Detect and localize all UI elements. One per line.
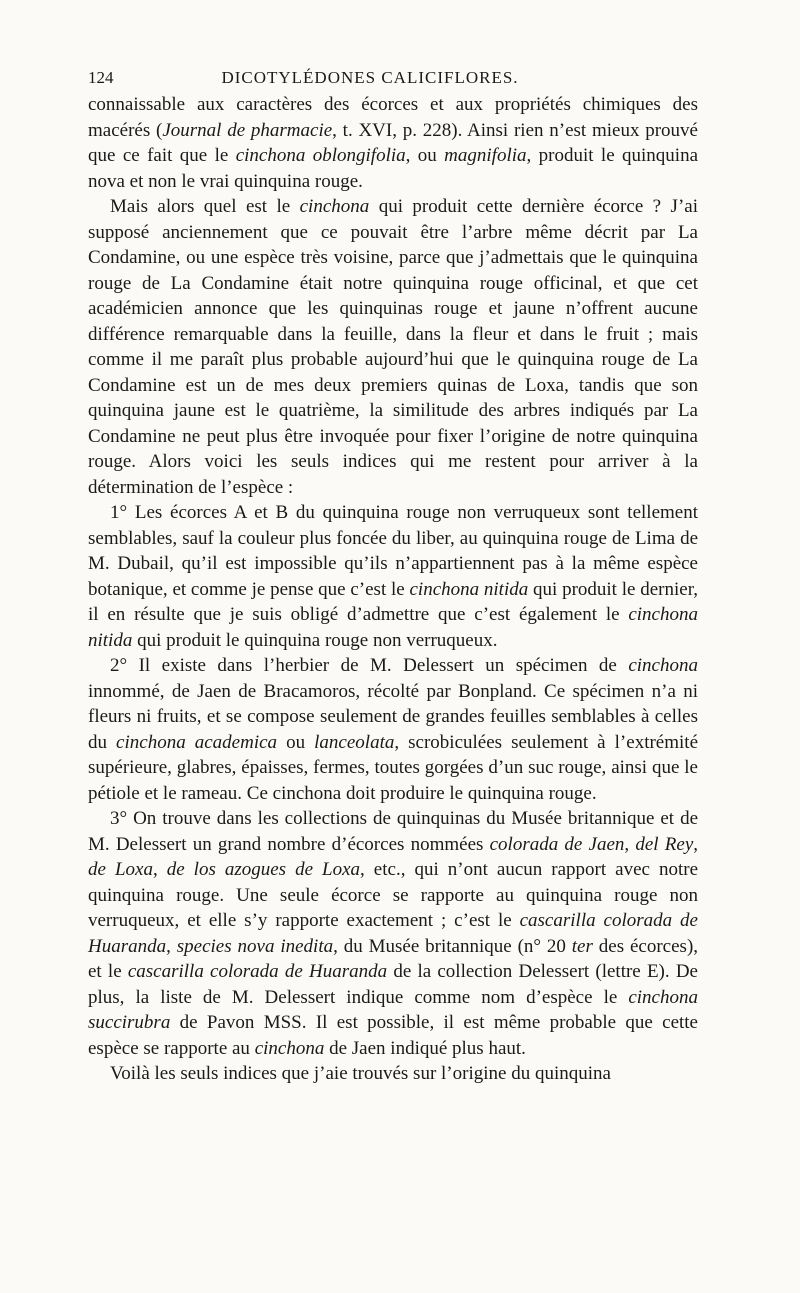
text-run: , scrobiculées seulement à l’extrémité supérieure, glabres, épaisses, fermes, toutes gorgées d’un suc rouge, ainsi que le pétiole et le rameau. Ce cinchona doit produire le quinquina rouge. — [88, 731, 698, 804]
book-page — [88, 68, 698, 1087]
text-run: qui produit cette dernière écorce ? J’ai supposé anciennement que ce pouvait être l’arbre même décrit par La Condamine, ou une espèce très voisine, parce que j’admettais que le quinquina rouge de La Condamine était notre quinquina rouge officinal, et que cet académicien annonce que les quinquinas rouge et jaune n’offrent aucune différence remarquable dans la feuille, dans la fleur et dans le fruit ; mais comme il me paraît plus probable aujourd’hui que le quinquina rouge de La Condamine est un de mes deux premiers quinas de Loxa, tandis que son quinquina jaune est le quatrième, la similitude des arbres indiqués par La Condamine ne peut plus être invoquée pour fixer l’origine de notre quinquina rouge. Alors voici les seuls indices qui me restent pour arriver à la détermination de l’espèce : — [88, 196, 698, 498]
text-run: , — [152, 859, 167, 880]
running-title: DICOTYLÉDONES CALICIFLORES. — [221, 68, 519, 87]
italic-text-run: ter — [571, 935, 593, 957]
text-run: Mais alors quel est le — [110, 196, 300, 217]
text-run: innommé, de Jaen de Bracamoros, récolté par Bonpland. Ce spécimen n’a ni fleurs ni fruits, et se compose seulement de grandes feuilles semblables à celles du — [88, 680, 698, 753]
text-run: , — [166, 935, 177, 957]
paragraph — [88, 806, 698, 1061]
italic-text-run: species nova inedita — [176, 935, 334, 957]
text-run: qui produit le dernier, il en résulte que je suis obligé d’admettre que c’est également le — [88, 578, 699, 625]
text-run: de Pavon MSS. Il est possible, il est même probable que cette espèce se rapporte au — [88, 1012, 698, 1059]
text-run: 3° On trouve dans les collections de quinquinas du Musée britannique et de M. Delessert un grand nombre d’écorces nommées — [88, 808, 698, 855]
italic-text-run: cinchona oblongifolia — [235, 145, 406, 166]
text-run: , ou — [405, 145, 445, 166]
italic-text-run: cinchona nitida — [88, 604, 698, 651]
italic-text-run: de los azogues de Loxa — [166, 859, 361, 880]
paragraph — [88, 1061, 698, 1087]
paragraph — [88, 653, 698, 806]
text-run: , etc., qui n’ont aucun rapport avec notre quinquina rouge. Une seule écorce se rapporte au quinquina rouge non verruqueux, et elle s’y rapporte exactement ; c’est le — [88, 859, 698, 931]
text-run: des écorces), et le — [88, 935, 699, 982]
text-run: , — [624, 833, 636, 855]
italic-text-run: cinchona — [628, 655, 698, 676]
italic-text-run: Journal de pharmacie — [162, 119, 333, 141]
text-run: , du Musée britannique (n° 20 — [333, 935, 572, 957]
italic-text-run: cinchona nitida — [409, 578, 529, 600]
text-run: Voilà les seuls indices que j’aie trouvés sur l’origine du quinquina — [110, 1063, 611, 1084]
text-run: , produit le quinquina nova et non le vrai quinquina rouge. — [88, 145, 699, 192]
italic-text-run: de Loxa — [88, 859, 153, 880]
italic-text-run: magnifolia — [444, 145, 527, 166]
italic-text-run: cinchona succirubra — [88, 986, 698, 1033]
text-run: ou — [277, 731, 315, 753]
italic-text-run: cascarilla colorada de Huaranda — [127, 961, 388, 982]
text-run: , — [693, 833, 699, 855]
body-text — [88, 92, 698, 1087]
paragraph — [88, 92, 698, 194]
italic-text-run: colorada de Jaen — [489, 833, 625, 855]
text-run: de Jaen indiqué plus haut. — [324, 1037, 526, 1059]
text-run: , t. XVI, p. 228). Ainsi rien n’est mieux prouvé que ce fait que le — [88, 119, 698, 166]
text-run: connaissable aux caractères des écorces et aux propriétés chimiques des macérés ( — [88, 94, 698, 141]
text-run: qui produit le quinquina rouge non verruqueux. — [132, 629, 498, 651]
italic-text-run: del Rey — [635, 833, 694, 855]
paragraph — [88, 194, 698, 500]
text-run: 2° Il existe dans l’herbier de M. Delessert un spécimen de — [110, 655, 629, 676]
running-header — [88, 68, 698, 88]
italic-text-run: cinchona — [254, 1037, 325, 1059]
italic-text-run: lanceolata — [314, 731, 395, 753]
paragraph — [88, 500, 698, 653]
page-number: 124 — [88, 68, 114, 87]
italic-text-run: cinchona — [299, 196, 370, 217]
italic-text-run: cascarilla colorada de Huaranda — [88, 910, 698, 957]
text-run: 1° Les écorces A et B du quinquina rouge non verruqueux sont tellement semblables, sauf la couleur plus foncée du liber, au quinquina rouge de Lima de M. Dubail, qu’il est impossible qu’ils n’appartiennent pas à la même espèce botanique, et comme je pense que c’est le — [88, 502, 698, 600]
text-run: de la collection Delessert (lettre E). De plus, la liste de M. Delessert indique comme nom d’espèce le — [88, 961, 698, 1008]
italic-text-run: cinchona academica — [116, 731, 278, 753]
